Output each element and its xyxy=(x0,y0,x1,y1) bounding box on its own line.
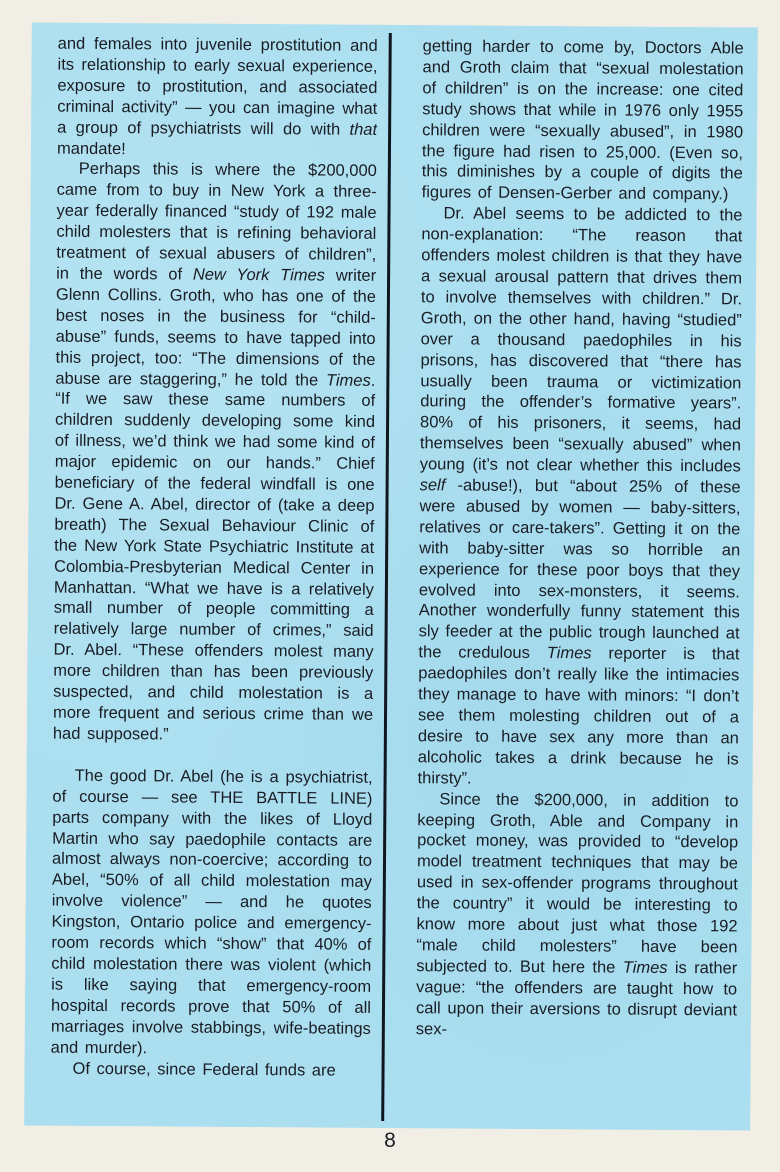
column-divider-rule xyxy=(381,33,392,1121)
article-panel xyxy=(24,22,758,1130)
italic-text-run: self xyxy=(419,476,446,495)
article-column-left xyxy=(50,34,378,1122)
text-run: Since the $200,000, in addition to keeping Groth, Able and Company in pocket money, was provided to “develop model treatment techniques that may be used in sex-offender programs throughout the country” it would be interesting to know more about just what those 192 “male child molesters” have been subjected to. But here the xyxy=(416,789,739,977)
text-run: and females into juvenile prostitution and its relationship to early sexual experience, exposure to prostitution, and associated criminal activity” — you can imagine what a group of psychiatrists will do with xyxy=(57,34,378,139)
italic-text-run: Times xyxy=(622,958,668,977)
text-run: -abuse!), but “about 25% of these were abused by women — baby-sitters, relatives or care-takers”. Getting it on the with baby-sitter was so horrible an experience for these poor boys that they evolved into sex-monsters, it seems. Another wonderfully funny statement this sly feeder at the public trough launched at the credulous xyxy=(418,476,741,663)
text-run: Of course, since Federal funds are xyxy=(72,1059,336,1080)
article-column-right xyxy=(415,36,744,1124)
text-run: The good Dr. Abel (he is a psychiatrist, of course — see THE BATTLE LINE) parts company with the likes of Lloyd Martin who say paedophile contacts are almost always non-coercive; according to Abel, “50% of all child molestation may involve violence” — and he quotes Kingston, Ontario police and emergency-room records which “show” that 40% of child molestation there was violent (which is like saying that emergency-room hospital records prove that 50% of all marriages involve stabbings, wife-beatings and murder). xyxy=(50,766,373,1057)
page-number: 8 xyxy=(384,1129,396,1152)
text-run: reporter is that paedophiles don’t really like the intimacies they manage to have with minors: “I don’t see them molesting children out of a desire to have sex any more than an alcoholic takes a drink because he is thirsty”. xyxy=(417,644,740,788)
italic-text-run: Times xyxy=(546,644,592,663)
text-run: Dr. Abel seems to be addicted to the non-explanation: “The reason that offenders molest children is that they have a sexual arousal pattern that drives them to involve themselves with children.” Dr. Groth, on the other hand, having “studied” over a thousand paedophiles in his prisons, has discovered that “there has usually been trauma or victimization during the offender’s formative years”. 80% of his prisoners, it seems, had themselves been “sexually abused” when young (it’s not clear whether this includes xyxy=(419,204,743,476)
text-run: . “If we saw these same numbers of children suddenly developing some kind of illness, we’d think we had some kind of major epidemic on our hands.” Chief beneficiary of the federal windfall is one Dr. Gene A. Abel, director of (take a deep breath) The Sexual Behaviour Clinic of the New York State Psychiatric Institute at Colombia-Presbyterian Medical Center in Manhattan. “What we have is a relatively small number of people committing a relatively large number of crimes,” said Dr. Abel. “These offenders molest many more children than has been previously suspected, and child molestation is a more frequent and serious crime than we had supposed.” xyxy=(52,371,376,744)
italic-text-run: New York Times xyxy=(192,265,326,285)
paragraph xyxy=(50,1058,370,1081)
text-run: getting harder to come by, Doctors Able and Groth claim that “sexual molestation of children” is on the increase: one cited study shows that while in 1976 only 1955 children were “sexually abused”, in 1980 the figure had risen to 25,000. (Even so, this diminishes by a couple of digits the figures of Densen-Gerber and company.) xyxy=(421,37,744,204)
italic-text-run: that xyxy=(349,120,378,139)
text-run: mandate! xyxy=(56,139,126,158)
paragraph xyxy=(416,789,739,1042)
italic-text-run: Times xyxy=(325,371,371,390)
paragraph xyxy=(418,203,743,791)
text-run: Perhaps this is where the $200,000 came from to buy in New York a three-year federally financed “study of 192 male child molesters that is refining behavioral treatment of sexual abusers of children”, in the words of xyxy=(56,160,377,284)
text-run: is rather vague: “the offenders are taught how to call upon their aversions to disrupt deviant sex- xyxy=(415,958,738,1038)
paragraph xyxy=(51,765,373,1060)
paragraph xyxy=(53,159,377,747)
text-run: writer Glenn Collins. Groth, who has one of the best noses in the business for “child-abuse” funds, seems to have tapped into this project, too: “The dimensions of the abuse are staggering,” he told the xyxy=(55,266,377,390)
paragraph xyxy=(422,36,744,205)
paragraph xyxy=(57,34,378,162)
